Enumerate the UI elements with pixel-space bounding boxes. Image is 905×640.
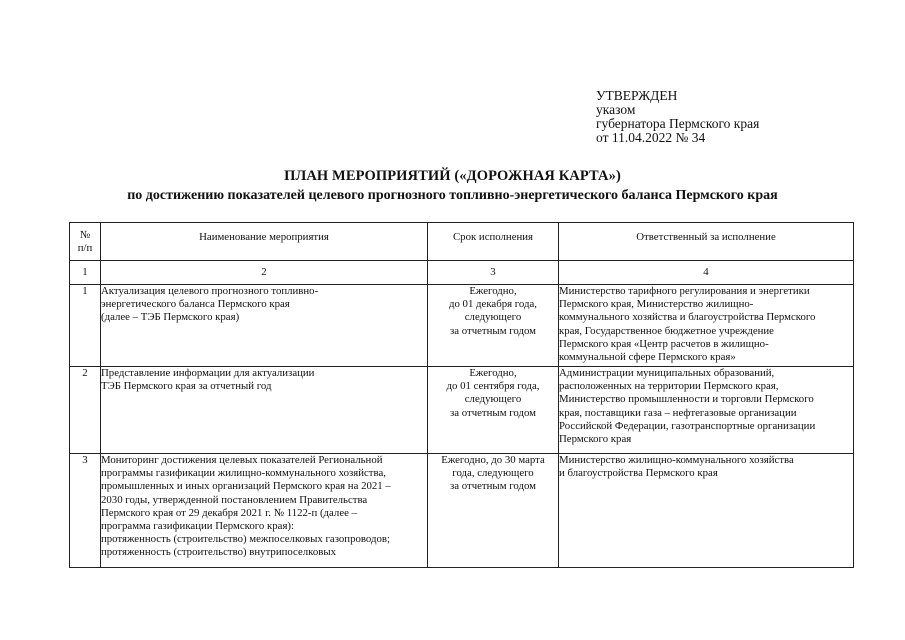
responsible-line: расположенных на территории Пермского края, bbox=[559, 380, 779, 393]
deadline-line: до 01 сентября года, bbox=[446, 380, 540, 393]
responsible-line: Администрации муниципальных образований, bbox=[559, 367, 775, 379]
deadline-line: следующего bbox=[464, 311, 522, 324]
deadline bbox=[428, 367, 559, 454]
deadline-line: Ежегодно, bbox=[469, 367, 517, 379]
activity-name-line: протяженность (строительство) внутрипоселковых bbox=[101, 546, 337, 559]
table-row bbox=[70, 454, 854, 568]
activity-name-line: ТЭБ Пермского края за отчетный год bbox=[101, 380, 272, 393]
approval-document-type: указом bbox=[596, 102, 636, 117]
table-header-row bbox=[70, 223, 854, 261]
header-number-line: п/п bbox=[77, 242, 93, 255]
row-number: 1 bbox=[70, 285, 101, 367]
header-responsible-label: Ответственный за исполнение bbox=[636, 231, 776, 243]
document-title: ПЛАН МЕРОПРИЯТИЙ («ДОРОЖНАЯ КАРТА») bbox=[284, 168, 621, 184]
activity-name-line: Актуализация целевого прогнозного топливно- bbox=[101, 285, 319, 297]
activity-name-line: Пермского края от 29 декабря 2021 г. № 1122-п (далее – bbox=[101, 506, 358, 519]
approval-status: УТВЕРЖДЕН bbox=[596, 88, 678, 103]
responsible-line: Министерство тарифного регулирования и энергетики bbox=[559, 285, 810, 297]
responsible-line: и благоустройства Пермского края bbox=[559, 467, 718, 480]
activity-name-line: промышленных и иных организаций Пермского края на 2021 – bbox=[101, 480, 391, 493]
activity-name-line: программы газификации жилищно-коммунального хозяйства, bbox=[101, 467, 386, 480]
header-term bbox=[428, 223, 559, 261]
responsible-party bbox=[559, 454, 854, 568]
deadline-line: за отчетным годом bbox=[449, 406, 536, 419]
responsible-line: Министерство жилищно-коммунального хозяйства bbox=[559, 454, 794, 466]
column-number-row bbox=[70, 261, 854, 285]
responsible-line: Министерство промышленности и торговли Пермского bbox=[559, 393, 814, 406]
column-number: 3 bbox=[428, 261, 559, 285]
deadline bbox=[428, 454, 559, 568]
deadline-line: Ежегодно, до 30 марта bbox=[441, 454, 545, 466]
deadline-line: за отчетным годом bbox=[449, 324, 536, 337]
deadline-line: за отчетным годом bbox=[449, 480, 536, 493]
activity-name-line: энергетического баланса Пермского края bbox=[101, 298, 290, 311]
responsible-line: коммунальной сфере Пермского края» bbox=[559, 351, 736, 364]
row-number: 2 bbox=[70, 367, 101, 454]
approval-date-number: от 11.04.2022 № 34 bbox=[596, 130, 706, 145]
header-number bbox=[70, 223, 101, 261]
document-subtitle: по достижению показателей целевого прогнозного топливно-энергетического баланса Пермского края bbox=[127, 188, 778, 203]
activity-name-line: (далее – ТЭБ Пермского края) bbox=[101, 311, 240, 324]
approval-issuer: губернатора Пермского края bbox=[596, 116, 760, 131]
activity-name-line: Представление информации для актуализации bbox=[101, 367, 315, 379]
responsible-party bbox=[559, 285, 854, 367]
activity-name bbox=[101, 285, 428, 367]
header-name bbox=[101, 223, 428, 261]
activity-name-line: Мониторинг достижения целевых показателей Региональной bbox=[101, 454, 383, 466]
activity-name bbox=[101, 367, 428, 454]
responsible-line: края, поставщики газа – нефтегазовые организации bbox=[559, 406, 797, 419]
header-number-line: № bbox=[79, 229, 91, 241]
plan-table bbox=[69, 222, 854, 568]
activity-name-line: программа газификации Пермского края): bbox=[101, 520, 295, 533]
responsible-line: Пермского края bbox=[559, 433, 632, 446]
column-number: 1 bbox=[70, 261, 101, 285]
deadline-line: следующего bbox=[464, 393, 522, 406]
column-number: 4 bbox=[559, 261, 854, 285]
approval-block bbox=[596, 89, 896, 145]
activity-name-line: протяженность (строительство) межпоселковых газопроводов; bbox=[101, 533, 390, 546]
header-term-label: Срок исполнения bbox=[452, 231, 534, 243]
responsible-line: коммунального хозяйства и благоустройства Пермского bbox=[559, 311, 816, 324]
row-number: 3 bbox=[70, 454, 101, 568]
activity-name bbox=[101, 454, 428, 568]
responsible-line: Пермского края «Центр расчетов в жилищно- bbox=[559, 337, 769, 350]
activity-name-line: 2030 годы, утвержденной постановлением Правительства bbox=[101, 493, 368, 506]
deadline-line: Ежегодно, bbox=[469, 285, 517, 297]
table-row bbox=[70, 367, 854, 454]
responsible-line: Российской Федерации, газотранспортные организации bbox=[559, 419, 816, 432]
deadline-line: до 01 декабря года, bbox=[448, 298, 538, 311]
deadline-line: года, следующего bbox=[452, 467, 534, 480]
header-name-label: Наименование мероприятия bbox=[199, 231, 329, 243]
deadline bbox=[428, 285, 559, 367]
responsible-line: Пермского края, Министерство жилищно- bbox=[559, 298, 754, 311]
table-row bbox=[70, 285, 854, 367]
header-responsible bbox=[559, 223, 854, 261]
column-number: 2 bbox=[101, 261, 428, 285]
responsible-line: края, Государственное бюджетное учреждение bbox=[559, 324, 774, 337]
responsible-party bbox=[559, 367, 854, 454]
